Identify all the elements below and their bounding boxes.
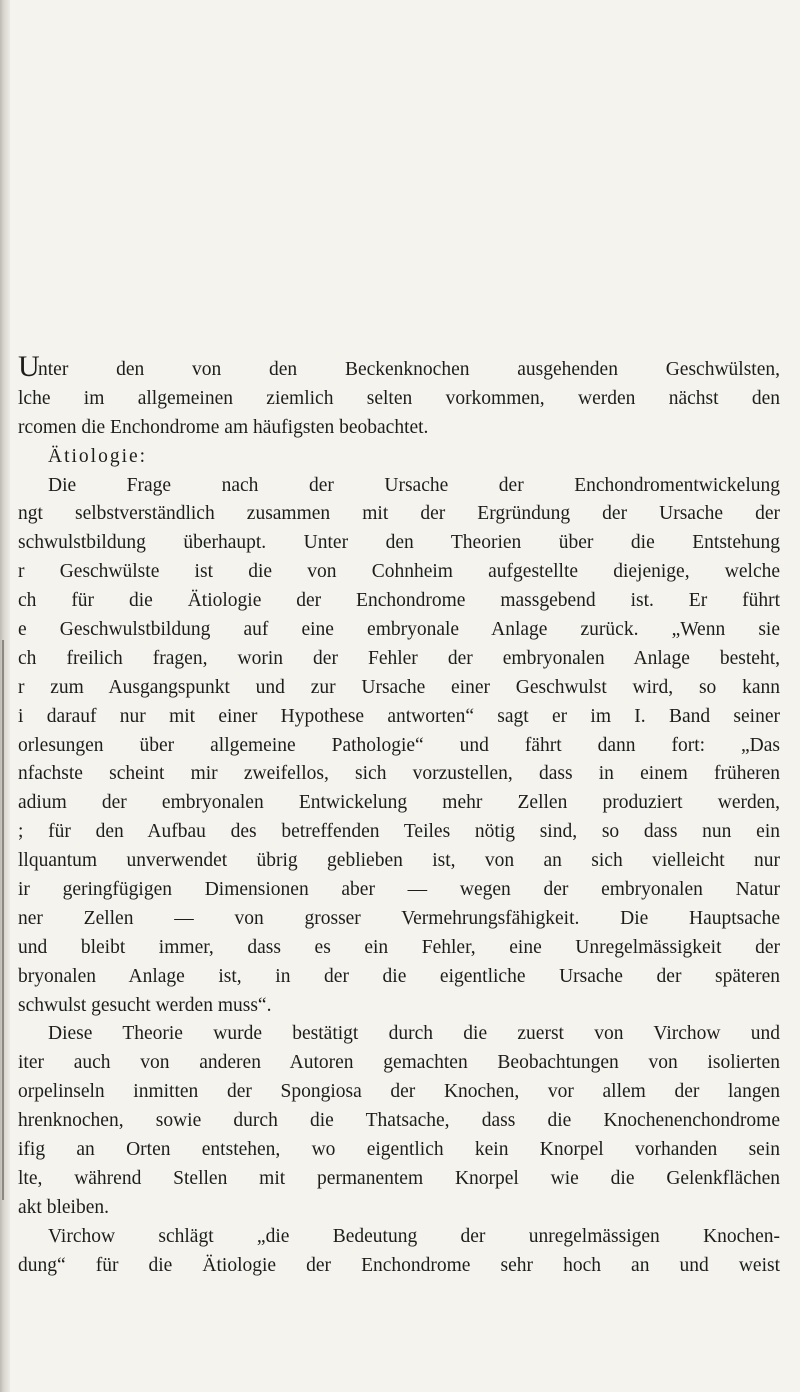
text-line-12: r zum Ausgangspunkt und zur Ursache einer Geschwulst wird, so kann <box>18 676 780 698</box>
text-line-9: ch für die Ätiologie der Enchondrome massgebend ist. Er führt <box>18 590 780 612</box>
text-line-2: lche im allgemeinen ziemlich selten vorkommen, werden nächst den <box>18 387 780 409</box>
text-line-20: ner Zellen — von grosser Vermehrungsfähigkeit. Die Hauptsache <box>18 907 780 929</box>
text-line-3: rcomen die Enchondrome am häufigsten beobachtet. <box>18 416 429 438</box>
text-line-14: orlesungen über allgemeine Pathologie“ und fährt dann fort: „Das <box>18 734 780 756</box>
text-line-27: hrenknochen, sowie durch die Thatsache, dass die Knochenenchondrome <box>18 1110 780 1132</box>
text-line-19: ir geringfügigen Dimensionen aber — wegen der embryonalen Natur <box>18 879 780 901</box>
text-line-23: schwulst gesucht werden muss“. <box>18 994 272 1016</box>
text-line-13: i darauf nur mit einer Hypothese antworten“ sagt er im I. Band seiner <box>18 705 780 727</box>
text-line-32: dung“ für die Ätiologie der Enchondrome sehr hoch an und weist <box>18 1254 780 1276</box>
text-line-18: llquantum unverwendet übrig geblieben ist, von an sich vielleicht nur <box>18 850 780 872</box>
text-line-10: e Geschwulstbildung auf eine embryonale Anlage zurück. „Wenn sie <box>18 619 780 641</box>
text-line-5: Die Frage nach der Ursache der Enchondromentwickelung <box>48 474 780 496</box>
section-heading-aetiologie: Ätiologie: <box>48 445 148 467</box>
text-line-30: akt bleiben. <box>18 1196 109 1218</box>
text-line-8: r Geschwülste ist die von Cohnheim aufgestellte diejenige, welche <box>18 561 780 583</box>
text-line-15: nfachste scheint mir zweifellos, sich vorzustellen, dass in einem früheren <box>18 763 780 785</box>
text-line-26: orpelinseln inmitten der Spongiosa der Knochen, vor allem der langen <box>18 1081 780 1103</box>
text-line-29: lte, während Stellen mit permanentem Knorpel wie die Gelenkflächen <box>18 1167 780 1189</box>
text-line-11: ch freilich fragen, worin der Fehler der embryonalen Anlage besteht, <box>18 647 780 669</box>
text-line-31: Virchow schlägt „die Bedeutung der unregelmässigen Knochen- <box>48 1225 780 1247</box>
text-line-16: adium der embryonalen Entwickelung mehr Zellen produziert werden, <box>18 792 780 814</box>
text-line-21: und bleibt immer, dass es ein Fehler, eine Unregelmässigkeit der <box>18 936 780 958</box>
text-line-7: schwulstbildung überhaupt. Unter den Theorien über die Entstehung <box>18 532 780 554</box>
text-line-6: ngt selbstverständlich zusammen mit der Ergründung der Ursache der <box>18 503 780 525</box>
binding-shadow <box>2 640 4 1200</box>
text-line-22: bryonalen Anlage ist, in der die eigentliche Ursache der späteren <box>18 965 780 987</box>
text-line-24: Diese Theorie wurde bestätigt durch die zuerst von Virchow und <box>48 1023 780 1045</box>
drop-cap: U <box>18 356 40 383</box>
text-line-1: U nter den von den Beckenknochen ausgehenden Geschwülsten, <box>18 356 780 385</box>
text-line-17: ; für den Aufbau des betreffenden Teiles nötig sind, so dass nun ein <box>18 821 780 843</box>
text-line-25: iter auch von anderen Autoren gemachten Beobachtungen von isolierten <box>18 1052 780 1074</box>
text-body <box>18 356 780 1281</box>
text-line-28: ifig an Orten entstehen, wo eigentlich kein Knorpel vorhanden sein <box>18 1139 780 1161</box>
